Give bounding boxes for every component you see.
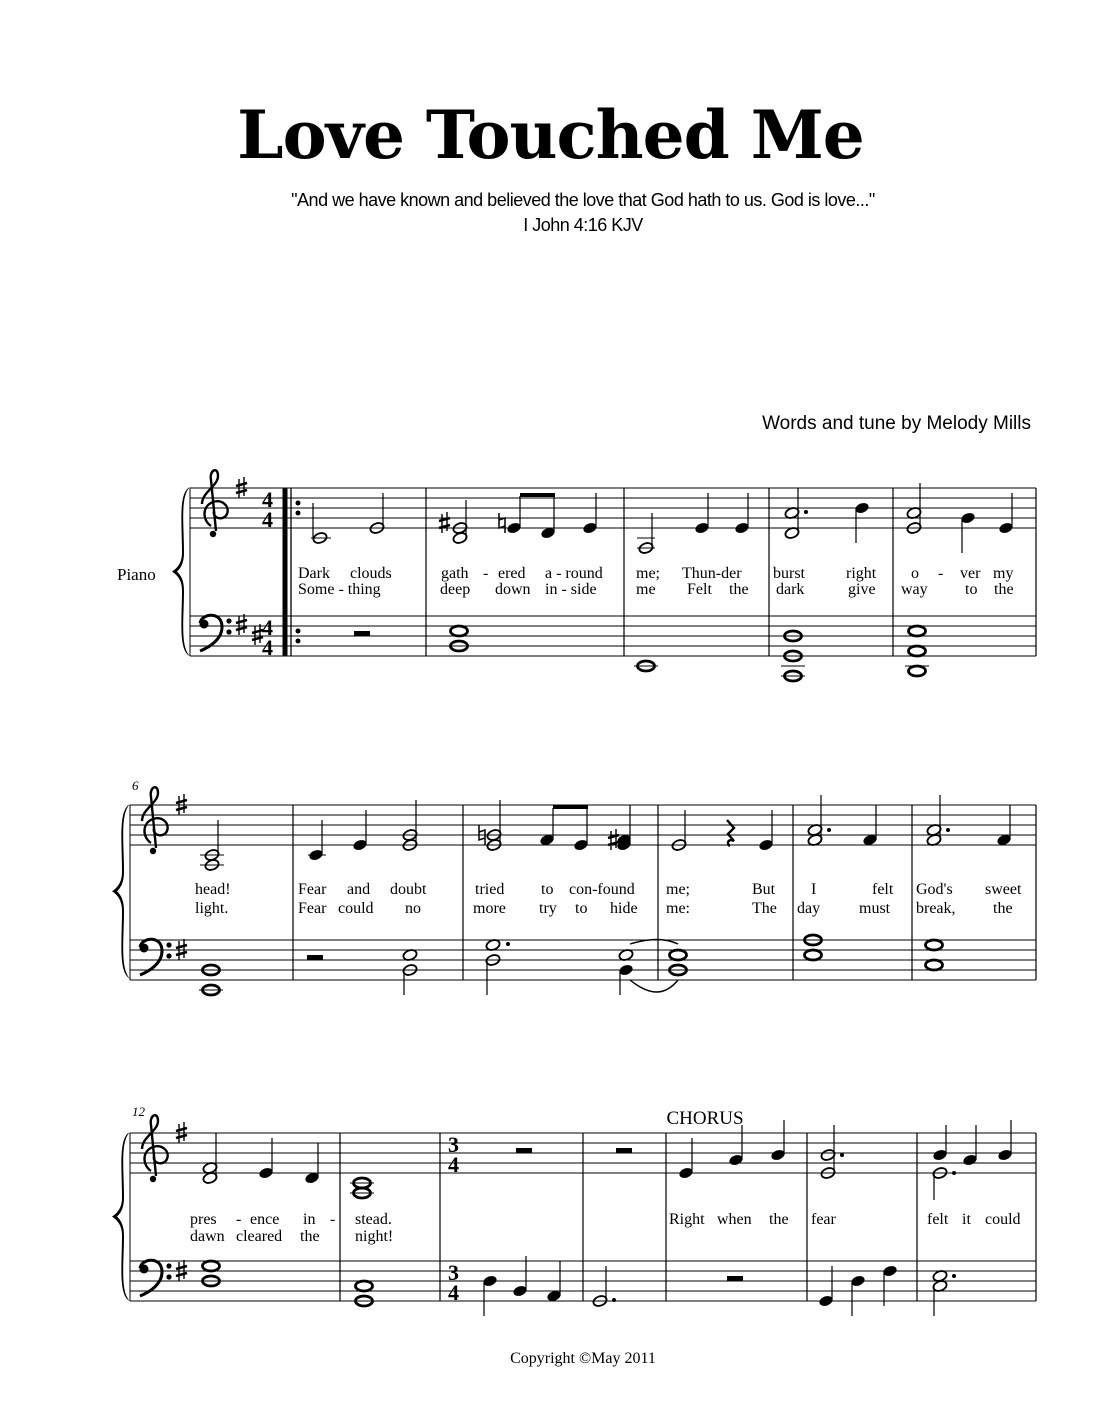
lyric: the: [300, 1228, 320, 1245]
lyric: o: [911, 565, 919, 582]
lyric: way: [901, 581, 928, 598]
lyric: burst: [773, 565, 805, 582]
brace-1: [172, 487, 190, 656]
lyric: felt: [872, 881, 894, 898]
lyric: me;: [666, 881, 690, 898]
system-1: [117, 470, 1036, 681]
svg-text:4: 4: [448, 1152, 459, 1177]
lyric: night!: [355, 1228, 394, 1245]
lyric: could: [985, 1211, 1021, 1228]
lyric: Dark: [298, 565, 330, 582]
lyric: the: [729, 581, 749, 598]
svg-text:4: 4: [262, 507, 273, 532]
system-3: [112, 1104, 1036, 1316]
lyric: head!: [195, 881, 231, 898]
lyric: me:: [666, 900, 690, 917]
system-2: [112, 778, 1036, 995]
lyric: my: [993, 565, 1014, 582]
lyric: the: [993, 900, 1013, 917]
lyric: hide: [610, 900, 638, 917]
song-title: Love Touched Me: [237, 96, 864, 174]
copyright-notice: Copyright ©May 2011: [510, 1350, 656, 1367]
lyric: break,: [916, 900, 956, 917]
lyric: -: [938, 565, 944, 582]
lyric: in: [303, 1211, 316, 1228]
lyric: con-found: [569, 881, 635, 898]
svg-text:3: 3: [448, 1260, 459, 1285]
time-signature-top: 3: [448, 1132, 459, 1157]
lyric: I: [811, 881, 817, 898]
lyric: stead.: [355, 1211, 392, 1228]
lyric: cleared: [236, 1228, 283, 1245]
lyric: the: [994, 581, 1014, 598]
lyric: Some - thing: [298, 581, 381, 598]
lyric: give: [848, 581, 876, 598]
lyric: Right: [669, 1211, 705, 1228]
lyric: Fear: [298, 881, 327, 898]
lyric: could: [338, 900, 374, 917]
composer-credit: Words and tune by Melody Mills: [762, 413, 1031, 434]
lyric: But: [752, 881, 776, 898]
lyric: the: [769, 1211, 789, 1228]
lyric: to: [965, 581, 978, 598]
lyric: and: [347, 881, 371, 898]
lyric: me;: [636, 565, 660, 582]
lyric: to: [541, 881, 554, 898]
chorus-label: CHORUS: [666, 1108, 744, 1129]
lyric: ver: [960, 565, 981, 582]
lyric: must: [859, 900, 891, 917]
lyric: right: [846, 565, 877, 582]
lyric: -: [330, 1211, 336, 1228]
epigraph-reference: I John 4:16 KJV: [523, 215, 643, 235]
lyric: doubt: [390, 881, 427, 898]
lyric: in - side: [545, 581, 597, 598]
lyric: when: [717, 1211, 752, 1228]
lyric: clouds: [350, 565, 392, 582]
lyric: sweet: [985, 881, 1022, 898]
lyric: down: [495, 581, 531, 598]
lyric: tried: [475, 881, 505, 898]
lyric: day: [797, 900, 821, 917]
lyric: to: [575, 900, 588, 917]
lyric: -: [236, 1211, 242, 1228]
lyric: ered: [498, 565, 526, 582]
measure-number: 12: [132, 1104, 145, 1119]
lyric: Felt: [687, 581, 712, 598]
lyric: Thun-der: [682, 565, 742, 582]
instrument-label: Piano: [117, 565, 156, 584]
lyric: a - round: [545, 565, 603, 582]
measure-number: 6: [132, 778, 139, 793]
lyric: light.: [195, 900, 229, 917]
lyric: more: [473, 900, 506, 917]
lyric: fear: [811, 1211, 836, 1228]
epigraph-quote: "And we have known and believed the love that God hath to us. God is love...": [291, 190, 875, 210]
svg-text:4: 4: [448, 1280, 459, 1305]
svg-text:4: 4: [262, 635, 273, 660]
lyric: ence: [250, 1211, 280, 1228]
lyric: pres: [190, 1211, 217, 1228]
lyric: dawn: [190, 1228, 225, 1245]
lyric: felt: [927, 1211, 949, 1228]
lyric: me: [636, 581, 656, 598]
lyric: Fear: [298, 900, 327, 917]
lyric: no: [405, 900, 421, 917]
svg-text:4: 4: [262, 615, 273, 640]
lyric: The: [752, 900, 777, 917]
lyric: gath: [441, 565, 469, 582]
lyric: it: [962, 1211, 971, 1228]
lyric: -: [483, 565, 489, 582]
time-signature-top: 4: [262, 487, 273, 512]
lyric: try: [539, 900, 557, 917]
lyric: God's: [916, 881, 953, 898]
lyric: dark: [776, 581, 805, 598]
lyric: deep: [440, 581, 471, 598]
